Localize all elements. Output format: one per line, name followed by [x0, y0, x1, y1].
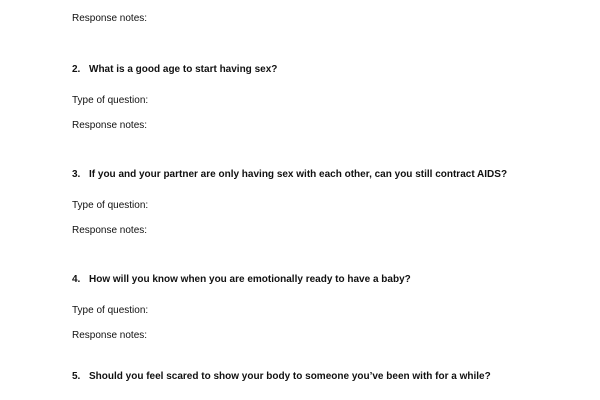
- question-text: Should you feel scared to show your body to someone you’ve been with for a while?: [89, 371, 491, 382]
- response-notes-label: Response notes:: [72, 330, 148, 341]
- question-heading: [72, 168, 507, 181]
- question-text: What is a good age to start having sex?: [89, 64, 278, 75]
- response-notes-label: Response notes:: [72, 120, 148, 131]
- type-of-question-label: Type of question:: [72, 200, 149, 211]
- response-notes-label: Response notes:: [72, 225, 148, 236]
- question-heading: [72, 370, 491, 383]
- question-number: 3.: [72, 169, 81, 180]
- type-of-question-label: Type of question:: [72, 305, 149, 316]
- question-number: 4.: [72, 274, 81, 285]
- question-number: 2.: [72, 64, 81, 75]
- question-heading: [72, 63, 277, 76]
- question-heading: [72, 273, 411, 286]
- type-of-question-label: Type of question:: [72, 95, 149, 106]
- response-notes-label: Response notes:: [72, 13, 148, 24]
- question-text: If you and your partner are only having sex with each other, can you still contract AIDS?: [89, 169, 508, 180]
- question-number: 5.: [72, 371, 81, 382]
- question-text: How will you know when you are emotionally ready to have a baby?: [89, 274, 411, 285]
